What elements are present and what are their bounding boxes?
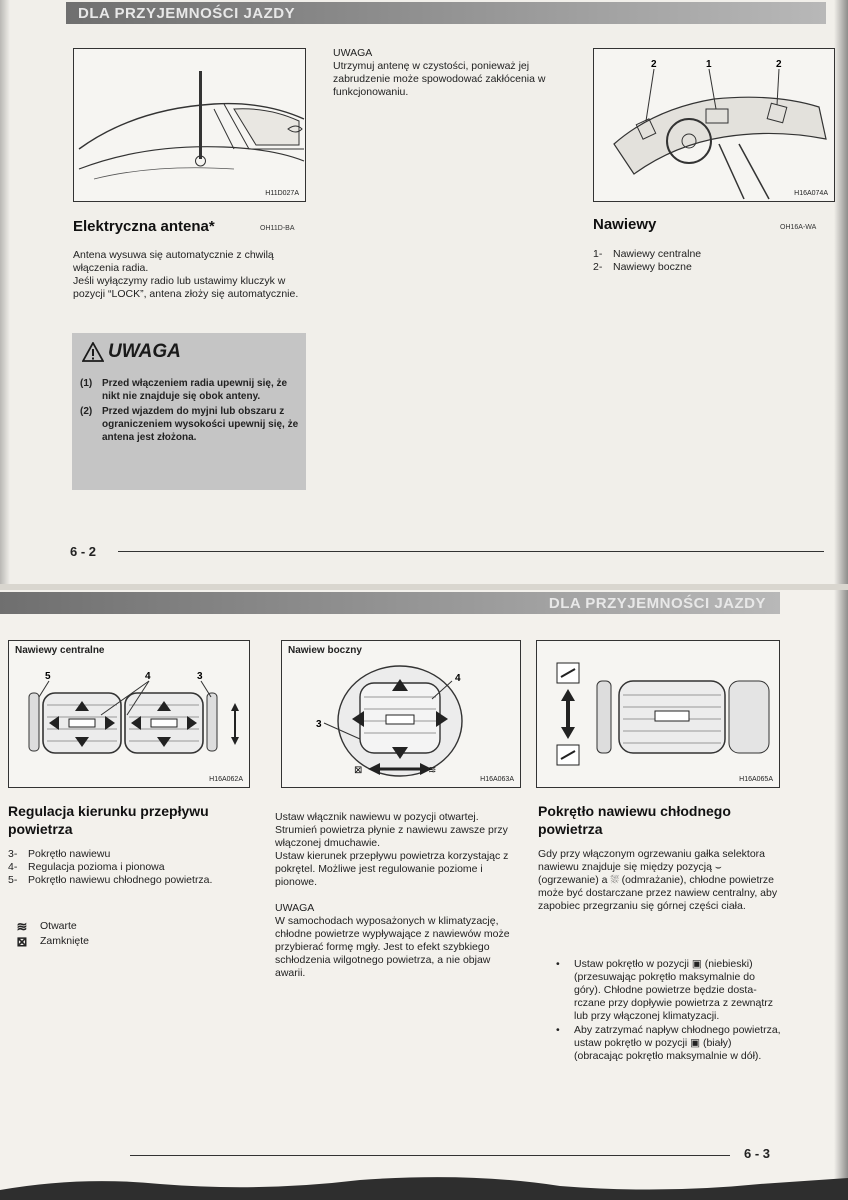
vent-legend [12, 920, 212, 950]
section-header [0, 592, 780, 614]
figure-code: H16A074A [794, 190, 828, 197]
central-vents-drawing [9, 641, 250, 788]
callout-4: 4 [455, 673, 461, 684]
figure-label: Nawiew boczny [288, 645, 362, 656]
cold-air-knob-illustration [536, 640, 780, 788]
vents-title: Nawiewy [593, 216, 657, 233]
bullet-item: • Aby zatrzymać napływ chłodnego powietrza, ustaw pokrętło w pozycji ▣ (biały) (obracając pokrętło maksymalnie w dół). [556, 1024, 781, 1062]
bullet-item: • Ustaw pokrętło w pozycji ▣ (niebieski) (przesuwając pokrętło maksymalnie do góry). Chłodne powietrze będzie dostarczane przy dopływie powietrza z zewnątrz lub przy włączonej klimatyzacji. [556, 958, 773, 1022]
antenna-note-text: Utrzymuj antenę w czystości, ponieważ jej zabrudzenie może spowodować zakłócenia w funkcjonowaniu. [333, 60, 546, 98]
list-item: 4- Regulacja pozioma i pionowa [8, 861, 165, 873]
callout-2-right: 2 [776, 59, 782, 70]
antenna-note [333, 47, 569, 99]
figure-label: Nawiewy centralne [15, 645, 105, 656]
note-text: W samochodach wyposażonych w klimatyzację, chłodne powietrze wypływające z nawiewów może przybierać formę mgły. Jest to efekt szybkiego schłodzenia wilgotnego powietrza, a nie objaw awarii. [275, 915, 510, 979]
warning-box [72, 333, 306, 490]
instruction-paragraph: Strumień powietrza płynie z nawiewu zawsze przy włączonej dmuchawie. [275, 824, 508, 849]
list-item: 1- Nawiewy centralne [593, 248, 702, 260]
instruction-paragraph: Ustaw włącznik nawiewu w pozycji otwartej. [275, 811, 479, 823]
callout-5: 5 [45, 671, 51, 682]
page-6-2 [0, 0, 848, 584]
list-item: 3- Pokrętło nawiewu [8, 848, 111, 860]
list-item: 2- Nawiewy boczne [593, 261, 692, 273]
central-vents-illustration [8, 640, 250, 788]
callout-2-left: 2 [651, 59, 657, 70]
warning-list [80, 377, 300, 446]
figure-code: H16A062A [209, 776, 243, 783]
figure-code: H11D027A [265, 190, 299, 197]
side-vent-drawing [282, 641, 521, 788]
warning-item: (2) Przed wjazdem do myjni lub obszaru z ograniczeniem wysokości upewnij się, że antena jest złożona. [80, 406, 299, 443]
cold-air-knob-bullets [556, 958, 782, 1064]
warning-title [82, 341, 181, 363]
torn-page-edge [0, 1150, 848, 1200]
footer-rule [118, 551, 824, 552]
dashboard-vents-illustration [593, 48, 835, 202]
warning-title-text: UWAGA [108, 341, 181, 362]
callout-1: 1 [706, 59, 712, 70]
dashboard-drawing [594, 49, 835, 202]
antenna-code: OH11D-BA [260, 225, 295, 232]
antenna-description [73, 249, 309, 301]
antenna-paragraph-2: Jeśli wyłączymy radio lub ustawimy kluczyk w pozycji “LOCK”, antena złoży się automatycznie. [73, 275, 299, 300]
note-title: UWAGA [275, 902, 315, 914]
callout-3: 3 [197, 671, 203, 682]
section-header-text: DLA PRZYJEMNOŚCI JAZDY [548, 595, 766, 612]
callout-4: 4 [145, 671, 151, 682]
section-header [66, 2, 826, 24]
antenna-note-title: UWAGA [333, 47, 373, 59]
vents-code: OH16A-WA [780, 224, 817, 231]
vents-list [593, 248, 823, 274]
antenna-title: Elektryczna antena* [73, 218, 215, 235]
closed-icon: ⊠ [16, 934, 28, 949]
section-header-text: DLA PRZYJEMNOŚCI JAZDY [78, 5, 296, 22]
cold-air-knob-drawing [537, 641, 780, 788]
cold-air-knob-description: Gdy przy włączonym ogrzewaniu gałka selektora nawiewu znajduje się między pozycją ⌣ (ogrzewanie) a ⛆ (odmrażanie), chłodne powietrze może być dostarczane przez nawiew centralny, aby zapobiec przegrzaniu się górnej części ciała. [538, 848, 778, 912]
legend-item-open: ≋ Otwarte [12, 920, 212, 933]
airflow-direction-list [8, 848, 258, 887]
page-6-3 [0, 590, 848, 1200]
list-item: 5- Pokrętło nawiewu chłodnego powietrza. [8, 874, 213, 886]
open-icon: ≋ [16, 919, 28, 934]
page-number: 6 - 3 [744, 1146, 771, 1161]
svg-text:⊠: ⊠ [354, 765, 363, 776]
figure-code: H16A063A [480, 776, 514, 783]
cold-air-knob-title: Pokrętło nawiewu chłodnego powietrza [538, 803, 731, 837]
legend-item-closed: ⊠ Zamknięte [12, 935, 212, 948]
callout-3: 3 [316, 719, 322, 730]
svg-text:≋: ≋ [428, 765, 437, 776]
figure-code: H16A065A [739, 776, 773, 783]
car-antenna-drawing [74, 49, 306, 202]
warning-triangle-icon [82, 342, 104, 362]
side-vent-instructions [275, 811, 515, 980]
instruction-paragraph: Ustaw kierunek przepływu powietrza korzystając z pokrętel. Możliwe jest regulowanie poziome i pionowe. [275, 850, 509, 888]
antenna-paragraph-1: Antena wysuwa się automatycznie z chwilą włączenia radia. [73, 249, 274, 274]
side-vent-illustration [281, 640, 521, 788]
antenna-illustration [73, 48, 306, 202]
page-number: 6 - 2 [70, 544, 97, 559]
warning-item: (1) Przed włączeniem radia upewnij się, że nikt nie znajduje się obok anteny. [80, 378, 288, 402]
airflow-direction-title: Regulacja kierunku przepływu powietrza [8, 803, 209, 837]
